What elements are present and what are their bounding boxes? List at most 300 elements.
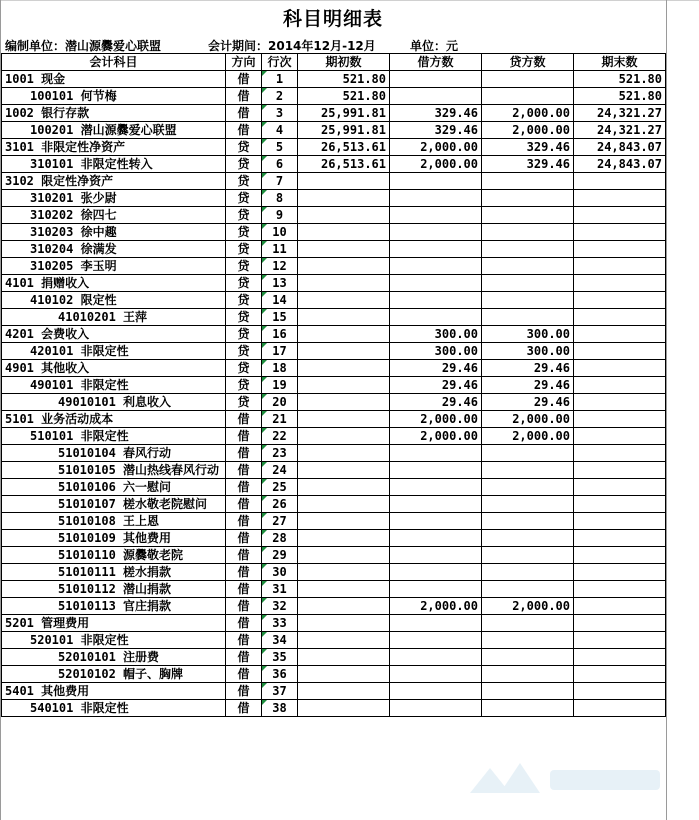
closing-cell[interactable] <box>574 241 666 258</box>
account-cell[interactable]: 100201 潜山源爨爱心联盟 <box>2 122 226 139</box>
header-account[interactable]: 会计科目 <box>2 54 226 71</box>
direction-cell[interactable]: 借 <box>226 700 262 717</box>
direction-cell[interactable]: 借 <box>226 479 262 496</box>
credit-cell[interactable]: 2,000.00 <box>482 428 574 445</box>
account-cell[interactable]: 310203 徐中趣 <box>2 224 226 241</box>
account-cell[interactable]: 49010101 利息收入 <box>2 394 226 411</box>
account-cell[interactable]: 52010101 注册费 <box>2 649 226 666</box>
line-cell[interactable]: 32 <box>262 598 298 615</box>
credit-cell[interactable] <box>482 683 574 700</box>
cell-marker-icon <box>262 105 267 110</box>
account-cell[interactable]: 420101 非限定性 <box>2 343 226 360</box>
account-cell[interactable]: 4101 捐赠收入 <box>2 275 226 292</box>
debit-cell[interactable] <box>390 207 482 224</box>
table-row <box>2 649 666 666</box>
opening-cell[interactable] <box>298 190 390 207</box>
opening-cell[interactable] <box>298 598 390 615</box>
credit-cell[interactable] <box>482 530 574 547</box>
direction-cell[interactable]: 贷 <box>226 139 262 156</box>
direction-cell[interactable]: 贷 <box>226 326 262 343</box>
line-cell[interactable]: 12 <box>262 258 298 275</box>
account-cell[interactable]: 1002 银行存款 <box>2 105 226 122</box>
debit-cell[interactable]: 29.46 <box>390 360 482 377</box>
direction-cell[interactable]: 借 <box>226 105 262 122</box>
closing-cell[interactable]: 24,321.27 <box>574 122 666 139</box>
direction-cell[interactable]: 借 <box>226 411 262 428</box>
direction-cell[interactable]: 借 <box>226 666 262 683</box>
account-cell[interactable]: 100101 何节梅 <box>2 88 226 105</box>
table-row <box>2 377 666 394</box>
account-cell[interactable]: 51010112 潜山捐款 <box>2 581 226 598</box>
opening-cell[interactable] <box>298 547 390 564</box>
opening-cell[interactable] <box>298 683 390 700</box>
debit-cell[interactable] <box>390 190 482 207</box>
line-cell[interactable]: 3 <box>262 105 298 122</box>
opening-cell[interactable] <box>298 530 390 547</box>
direction-cell[interactable]: 贷 <box>226 241 262 258</box>
closing-cell[interactable] <box>574 309 666 326</box>
debit-cell[interactable]: 300.00 <box>390 326 482 343</box>
credit-cell[interactable]: 29.46 <box>482 394 574 411</box>
credit-cell[interactable]: 329.46 <box>482 156 574 173</box>
debit-cell[interactable] <box>390 462 482 479</box>
credit-cell[interactable] <box>482 445 574 462</box>
credit-cell[interactable] <box>482 564 574 581</box>
credit-cell[interactable] <box>482 666 574 683</box>
closing-cell[interactable] <box>574 394 666 411</box>
account-cell[interactable]: 4901 其他收入 <box>2 360 226 377</box>
direction-cell[interactable]: 贷 <box>226 360 262 377</box>
account-cell[interactable]: 51010106 六一慰问 <box>2 479 226 496</box>
line-cell[interactable]: 13 <box>262 275 298 292</box>
credit-cell[interactable] <box>482 513 574 530</box>
line-cell[interactable]: 15 <box>262 309 298 326</box>
cell-marker-icon <box>262 377 267 382</box>
debit-cell[interactable]: 2,000.00 <box>390 139 482 156</box>
closing-cell[interactable] <box>574 275 666 292</box>
closing-cell[interactable] <box>574 462 666 479</box>
account-cell[interactable]: 310204 徐满发 <box>2 241 226 258</box>
opening-cell[interactable] <box>298 173 390 190</box>
opening-cell[interactable] <box>298 615 390 632</box>
opening-cell[interactable] <box>298 343 390 360</box>
line-cell[interactable]: 27 <box>262 513 298 530</box>
opening-cell[interactable]: 25,991.81 <box>298 105 390 122</box>
direction-cell[interactable]: 贷 <box>226 309 262 326</box>
credit-cell[interactable] <box>482 581 574 598</box>
direction-cell[interactable]: 借 <box>226 71 262 88</box>
account-cell[interactable]: 540101 非限定性 <box>2 700 226 717</box>
cell-marker-icon <box>262 156 267 161</box>
header-direction[interactable]: 方向 <box>226 54 262 71</box>
debit-cell[interactable] <box>390 547 482 564</box>
line-cell[interactable]: 11 <box>262 241 298 258</box>
opening-cell[interactable] <box>298 258 390 275</box>
line-cell[interactable]: 2 <box>262 88 298 105</box>
account-cell[interactable]: 5101 业务活动成本 <box>2 411 226 428</box>
account-cell[interactable]: 5401 其他费用 <box>2 683 226 700</box>
debit-cell[interactable] <box>390 292 482 309</box>
direction-cell[interactable]: 借 <box>226 615 262 632</box>
debit-cell[interactable]: 29.46 <box>390 377 482 394</box>
table-row <box>2 615 666 632</box>
direction-cell[interactable]: 贷 <box>226 258 262 275</box>
closing-cell[interactable] <box>574 258 666 275</box>
debit-cell[interactable] <box>390 700 482 717</box>
closing-cell[interactable] <box>574 445 666 462</box>
opening-cell[interactable] <box>298 700 390 717</box>
credit-cell[interactable] <box>482 241 574 258</box>
cell-marker-icon <box>262 207 267 212</box>
opening-cell[interactable] <box>298 326 390 343</box>
credit-cell[interactable] <box>482 224 574 241</box>
direction-cell[interactable]: 借 <box>226 122 262 139</box>
direction-cell[interactable]: 贷 <box>226 224 262 241</box>
opening-cell[interactable] <box>298 632 390 649</box>
opening-cell[interactable] <box>298 275 390 292</box>
closing-cell[interactable] <box>574 666 666 683</box>
direction-cell[interactable]: 借 <box>226 564 262 581</box>
line-cell[interactable]: 26 <box>262 496 298 513</box>
line-cell[interactable]: 17 <box>262 343 298 360</box>
closing-cell[interactable] <box>574 326 666 343</box>
cell-marker-icon <box>262 564 267 569</box>
line-cell[interactable]: 16 <box>262 326 298 343</box>
cell-marker-icon <box>262 700 267 705</box>
opening-cell[interactable] <box>298 241 390 258</box>
debit-cell[interactable] <box>390 530 482 547</box>
closing-cell[interactable] <box>574 479 666 496</box>
opening-cell[interactable] <box>298 411 390 428</box>
credit-cell[interactable] <box>482 479 574 496</box>
opening-cell[interactable] <box>298 564 390 581</box>
opening-cell[interactable] <box>298 479 390 496</box>
opening-cell[interactable] <box>298 377 390 394</box>
header-debit[interactable]: 借方数 <box>390 54 482 71</box>
opening-cell[interactable]: 26,513.61 <box>298 139 390 156</box>
debit-cell[interactable]: 329.46 <box>390 122 482 139</box>
watermark-logo <box>460 748 670 808</box>
debit-cell[interactable]: 29.46 <box>390 394 482 411</box>
debit-cell[interactable]: 2,000.00 <box>390 598 482 615</box>
debit-cell[interactable] <box>390 683 482 700</box>
direction-cell[interactable]: 借 <box>226 428 262 445</box>
opening-cell[interactable] <box>298 581 390 598</box>
credit-cell[interactable]: 2,000.00 <box>482 105 574 122</box>
line-cell[interactable]: 35 <box>262 649 298 666</box>
line-cell[interactable]: 36 <box>262 666 298 683</box>
line-cell[interactable]: 33 <box>262 615 298 632</box>
direction-cell[interactable]: 借 <box>226 632 262 649</box>
direction-cell[interactable]: 借 <box>226 581 262 598</box>
closing-cell[interactable] <box>574 683 666 700</box>
line-cell[interactable]: 14 <box>262 292 298 309</box>
direction-cell[interactable]: 借 <box>226 88 262 105</box>
direction-cell[interactable]: 借 <box>226 445 262 462</box>
opening-cell[interactable] <box>298 649 390 666</box>
cell-marker-icon <box>262 190 267 195</box>
header-line[interactable]: 行次 <box>262 54 298 71</box>
header-credit[interactable]: 贷方数 <box>482 54 574 71</box>
credit-cell[interactable]: 2,000.00 <box>482 122 574 139</box>
credit-cell[interactable] <box>482 496 574 513</box>
cell-marker-icon <box>262 224 267 229</box>
debit-cell[interactable] <box>390 445 482 462</box>
account-cell[interactable]: 52010102 帽子、胸牌 <box>2 666 226 683</box>
table-row <box>2 122 666 139</box>
line-cell[interactable]: 21 <box>262 411 298 428</box>
credit-cell[interactable] <box>482 173 574 190</box>
line-cell[interactable]: 25 <box>262 479 298 496</box>
debit-cell[interactable] <box>390 88 482 105</box>
debit-cell[interactable] <box>390 71 482 88</box>
account-cell[interactable]: 1001 现金 <box>2 71 226 88</box>
direction-cell[interactable]: 借 <box>226 683 262 700</box>
line-cell[interactable]: 30 <box>262 564 298 581</box>
line-cell[interactable]: 18 <box>262 360 298 377</box>
closing-cell[interactable] <box>574 513 666 530</box>
account-cell[interactable]: 3102 限定性净资产 <box>2 173 226 190</box>
closing-cell[interactable] <box>574 649 666 666</box>
cell-marker-icon <box>262 496 267 501</box>
credit-cell[interactable] <box>482 309 574 326</box>
debit-cell[interactable] <box>390 479 482 496</box>
direction-cell[interactable]: 借 <box>226 513 262 530</box>
direction-cell[interactable]: 贷 <box>226 275 262 292</box>
account-cell[interactable]: 51010110 源爨敬老院 <box>2 547 226 564</box>
debit-cell[interactable] <box>390 513 482 530</box>
direction-cell[interactable]: 贷 <box>226 190 262 207</box>
line-cell[interactable]: 31 <box>262 581 298 598</box>
line-cell[interactable]: 1 <box>262 71 298 88</box>
account-cell[interactable]: 490101 非限定性 <box>2 377 226 394</box>
account-cell[interactable]: 310205 李玉明 <box>2 258 226 275</box>
credit-cell[interactable]: 2,000.00 <box>482 411 574 428</box>
account-cell[interactable]: 310201 张少尉 <box>2 190 226 207</box>
line-cell[interactable]: 38 <box>262 700 298 717</box>
line-cell[interactable]: 5 <box>262 139 298 156</box>
account-cell[interactable]: 51010105 潜山热线春风行动 <box>2 462 226 479</box>
line-cell[interactable]: 9 <box>262 207 298 224</box>
table-row <box>2 445 666 462</box>
credit-cell[interactable] <box>482 462 574 479</box>
credit-cell[interactable]: 29.46 <box>482 377 574 394</box>
debit-cell[interactable]: 2,000.00 <box>390 428 482 445</box>
closing-cell[interactable] <box>574 411 666 428</box>
opening-cell[interactable]: 25,991.81 <box>298 122 390 139</box>
opening-cell[interactable] <box>298 292 390 309</box>
table-row <box>2 156 666 173</box>
opening-cell[interactable] <box>298 513 390 530</box>
opening-cell[interactable] <box>298 666 390 683</box>
opening-cell[interactable] <box>298 462 390 479</box>
header-opening[interactable]: 期初数 <box>298 54 390 71</box>
closing-cell[interactable] <box>574 173 666 190</box>
closing-cell[interactable] <box>574 377 666 394</box>
debit-cell[interactable] <box>390 666 482 683</box>
closing-cell[interactable] <box>574 581 666 598</box>
opening-cell[interactable] <box>298 394 390 411</box>
debit-cell[interactable] <box>390 309 482 326</box>
closing-cell[interactable] <box>574 428 666 445</box>
line-cell[interactable]: 24 <box>262 462 298 479</box>
closing-cell[interactable] <box>574 615 666 632</box>
closing-cell[interactable]: 24,843.07 <box>574 139 666 156</box>
line-cell[interactable]: 8 <box>262 190 298 207</box>
debit-cell[interactable] <box>390 224 482 241</box>
debit-cell[interactable] <box>390 564 482 581</box>
credit-cell[interactable] <box>482 275 574 292</box>
credit-cell[interactable] <box>482 207 574 224</box>
debit-cell[interactable] <box>390 649 482 666</box>
debit-cell[interactable]: 300.00 <box>390 343 482 360</box>
closing-cell[interactable] <box>574 292 666 309</box>
table-row <box>2 88 666 105</box>
direction-cell[interactable]: 贷 <box>226 394 262 411</box>
line-cell[interactable]: 37 <box>262 683 298 700</box>
line-cell[interactable]: 19 <box>262 377 298 394</box>
table-row <box>2 513 666 530</box>
debit-cell[interactable] <box>390 173 482 190</box>
line-cell[interactable]: 4 <box>262 122 298 139</box>
credit-cell[interactable]: 2,000.00 <box>482 598 574 615</box>
closing-cell[interactable]: 24,843.07 <box>574 156 666 173</box>
debit-cell[interactable] <box>390 632 482 649</box>
debit-cell[interactable] <box>390 275 482 292</box>
closing-cell[interactable] <box>574 496 666 513</box>
credit-cell[interactable] <box>482 71 574 88</box>
direction-cell[interactable]: 贷 <box>226 207 262 224</box>
line-cell[interactable]: 7 <box>262 173 298 190</box>
opening-cell[interactable]: 26,513.61 <box>298 156 390 173</box>
line-cell[interactable]: 29 <box>262 547 298 564</box>
account-cell[interactable]: 51010104 春风行动 <box>2 445 226 462</box>
credit-cell[interactable] <box>482 292 574 309</box>
closing-cell[interactable]: 24,321.27 <box>574 105 666 122</box>
line-cell[interactable]: 20 <box>262 394 298 411</box>
account-cell[interactable]: 51010107 槎水敬老院慰问 <box>2 496 226 513</box>
credit-cell[interactable] <box>482 632 574 649</box>
debit-cell[interactable] <box>390 496 482 513</box>
ledger-table <box>1 53 666 717</box>
direction-cell[interactable]: 贷 <box>226 156 262 173</box>
opening-cell[interactable] <box>298 360 390 377</box>
closing-cell[interactable] <box>574 530 666 547</box>
closing-cell[interactable]: 521.80 <box>574 88 666 105</box>
closing-cell[interactable] <box>574 224 666 241</box>
credit-cell[interactable] <box>482 88 574 105</box>
account-cell[interactable]: 310101 非限定性转入 <box>2 156 226 173</box>
debit-cell[interactable]: 2,000.00 <box>390 156 482 173</box>
debit-cell[interactable]: 329.46 <box>390 105 482 122</box>
line-cell[interactable]: 6 <box>262 156 298 173</box>
cell-marker-icon <box>262 649 267 654</box>
credit-cell[interactable]: 29.46 <box>482 360 574 377</box>
direction-cell[interactable]: 借 <box>226 530 262 547</box>
opening-cell[interactable] <box>298 207 390 224</box>
debit-cell[interactable] <box>390 241 482 258</box>
account-cell[interactable]: 41010201 王萍 <box>2 309 226 326</box>
line-cell[interactable]: 22 <box>262 428 298 445</box>
account-cell[interactable]: 510101 非限定性 <box>2 428 226 445</box>
header-closing[interactable]: 期末数 <box>574 54 666 71</box>
opening-cell[interactable]: 521.80 <box>298 88 390 105</box>
cell-marker-icon <box>262 683 267 688</box>
line-cell[interactable]: 10 <box>262 224 298 241</box>
table-row <box>2 700 666 717</box>
direction-cell[interactable]: 贷 <box>226 173 262 190</box>
credit-cell[interactable] <box>482 700 574 717</box>
direction-cell[interactable]: 借 <box>226 496 262 513</box>
debit-cell[interactable]: 2,000.00 <box>390 411 482 428</box>
account-cell[interactable]: 520101 非限定性 <box>2 632 226 649</box>
opening-cell[interactable] <box>298 445 390 462</box>
closing-cell[interactable] <box>574 632 666 649</box>
cell-marker-icon <box>262 445 267 450</box>
unit-label: 单位：元 <box>410 39 459 53</box>
account-cell[interactable]: 51010113 官庄捐款 <box>2 598 226 615</box>
credit-cell[interactable]: 300.00 <box>482 343 574 360</box>
closing-cell[interactable] <box>574 207 666 224</box>
debit-cell[interactable] <box>390 581 482 598</box>
direction-cell[interactable]: 借 <box>226 598 262 615</box>
credit-cell[interactable] <box>482 258 574 275</box>
credit-cell[interactable] <box>482 547 574 564</box>
opening-cell[interactable] <box>298 496 390 513</box>
account-cell[interactable]: 51010109 其他费用 <box>2 530 226 547</box>
credit-cell[interactable]: 300.00 <box>482 326 574 343</box>
credit-cell[interactable] <box>482 649 574 666</box>
line-cell[interactable]: 34 <box>262 632 298 649</box>
credit-cell[interactable] <box>482 190 574 207</box>
account-cell[interactable]: 4201 会费收入 <box>2 326 226 343</box>
closing-cell[interactable] <box>574 360 666 377</box>
direction-cell[interactable]: 贷 <box>226 292 262 309</box>
account-cell[interactable]: 310202 徐四七 <box>2 207 226 224</box>
account-cell[interactable]: 51010108 王上恩 <box>2 513 226 530</box>
closing-cell[interactable] <box>574 547 666 564</box>
line-cell[interactable]: 23 <box>262 445 298 462</box>
account-cell[interactable]: 51010111 槎水捐款 <box>2 564 226 581</box>
closing-cell[interactable] <box>574 190 666 207</box>
closing-cell[interactable] <box>574 343 666 360</box>
direction-cell[interactable]: 借 <box>226 462 262 479</box>
line-cell[interactable]: 28 <box>262 530 298 547</box>
debit-cell[interactable] <box>390 258 482 275</box>
closing-cell[interactable]: 521.80 <box>574 71 666 88</box>
closing-cell[interactable] <box>574 700 666 717</box>
opening-cell[interactable]: 521.80 <box>298 71 390 88</box>
opening-cell[interactable] <box>298 428 390 445</box>
debit-cell[interactable] <box>390 615 482 632</box>
table-row <box>2 326 666 343</box>
opening-cell[interactable] <box>298 224 390 241</box>
cell-marker-icon <box>262 394 267 399</box>
credit-cell[interactable] <box>482 615 574 632</box>
direction-cell[interactable]: 贷 <box>226 343 262 360</box>
opening-cell[interactable] <box>298 309 390 326</box>
direction-cell[interactable]: 贷 <box>226 377 262 394</box>
closing-cell[interactable] <box>574 564 666 581</box>
credit-cell[interactable]: 329.46 <box>482 139 574 156</box>
account-cell[interactable]: 410102 限定性 <box>2 292 226 309</box>
direction-cell[interactable]: 借 <box>226 547 262 564</box>
account-cell[interactable]: 5201 管理费用 <box>2 615 226 632</box>
account-cell[interactable]: 3101 非限定性净资产 <box>2 139 226 156</box>
table-row <box>2 394 666 411</box>
direction-cell[interactable]: 借 <box>226 649 262 666</box>
closing-cell[interactable] <box>574 598 666 615</box>
